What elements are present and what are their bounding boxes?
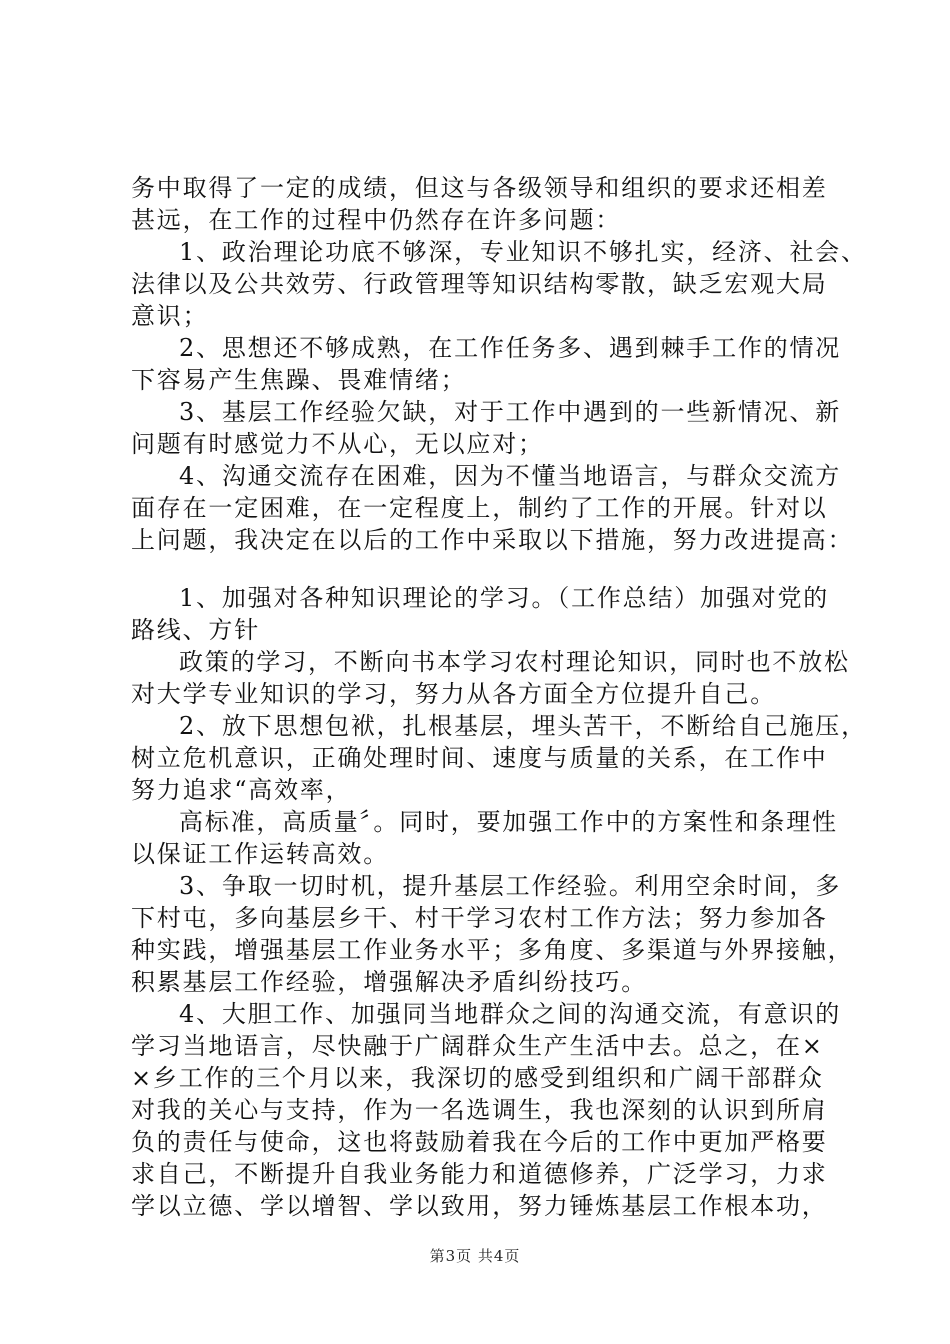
text-line: 问题有时感觉力不从心，无以应对； [131,430,544,458]
text-line: 积累基层工作经验，增强解决矛盾纠纷技巧。 [131,968,647,996]
measure-item-4: 4、大胆工作、加强同当地群众之间的沟通交流，有意识的 [179,1000,842,1028]
text-line: 面存在一定困难，在一定程度上，制约了工作的开展。针对以 [131,494,828,522]
measure-item-3: 3、争取一切时机，提升基层工作经验。利用空余时间，多 [179,872,842,900]
page-number-footer: 第3页 共4页 [429,1247,521,1265]
paragraph-gap [131,556,851,582]
measure-item-1: 1、加强对各种知识理论的学习。（工作总结）加强对党的 [179,584,830,612]
text-line: 法律以及公共效劳、行政管理等知识结构零散，缺乏宏观大局 [131,270,828,298]
text-line: 学以立德、学以增智、学以致用，努力锤炼基层工作根本功， [131,1192,828,1220]
text-line: 以保证工作运转高效。 [131,840,389,868]
paragraph-item-2: 2、思想还不够成熟，在工作任务多、遇到棘手工作的情况 [179,334,842,362]
document-body [131,172,867,1222]
text-line: 意识； [131,302,209,330]
text-line: 负的责任与使命，这也将鼓励着我在今后的工作中更加严格要 [131,1128,828,1156]
text-line: 政策的学习，不断向书本学习农村理论知识，同时也不放松 [179,648,850,676]
paragraph-item-4: 4、沟通交流存在困难，因为不懂当地语言，与群众交流方 [179,462,842,490]
measure-item-2: 2、放下思想包袱，扎根基层，埋头苦干，不断给自己施压， [179,712,867,740]
text-line: 下容易产生焦躁、畏难情绪； [131,366,467,394]
text-line: 对大学专业知识的学习，努力从各方面全方位提升自己。 [131,680,776,708]
text-line: 高标准，高质量〞。同时，要加强工作中的方案性和条理性 [179,808,838,836]
paragraph-item-1: 1、政治理论功底不够深，专业知识不够扎实，经济、社会、 [179,238,867,266]
text-line: 甚远，在工作的过程中仍然存在许多问题： [131,206,622,234]
text-line: 种实践，增强基层工作业务水平；多角度、多渠道与外界接触， [131,936,854,964]
text-line: 树立危机意识，正确处理时间、速度与质量的关系，在工作中 [131,744,828,772]
text-line: 下村屯，多向基层乡干、村干学习农村工作方法；努力参加各 [131,904,828,932]
text-line: 务中取得了一定的成绩，但这与各级领导和组织的要求还相差 [131,174,828,202]
text-line: 求自己，不断提升自我业务能力和道德修养，广泛学习，力求 [131,1160,828,1188]
text-line: ×乡工作的三个月以来，我深切的感受到组织和广阔干部群众 [131,1064,824,1092]
paragraph-item-3: 3、基层工作经验欠缺，对于工作中遇到的一些新情况、新 [179,398,842,426]
text-line: 学习当地语言，尽快融于广阔群众生产生活中去。总之，在× [131,1032,824,1060]
text-line: 对我的关心与支持，作为一名选调生，我也深刻的认识到所肩 [131,1096,828,1124]
text-line: 上问题，我决定在以后的工作中采取以下措施，努力改进提高： [131,526,854,554]
text-line: 努力追求“高效率， [131,776,352,804]
text-line: 路线、方针 [131,616,260,644]
